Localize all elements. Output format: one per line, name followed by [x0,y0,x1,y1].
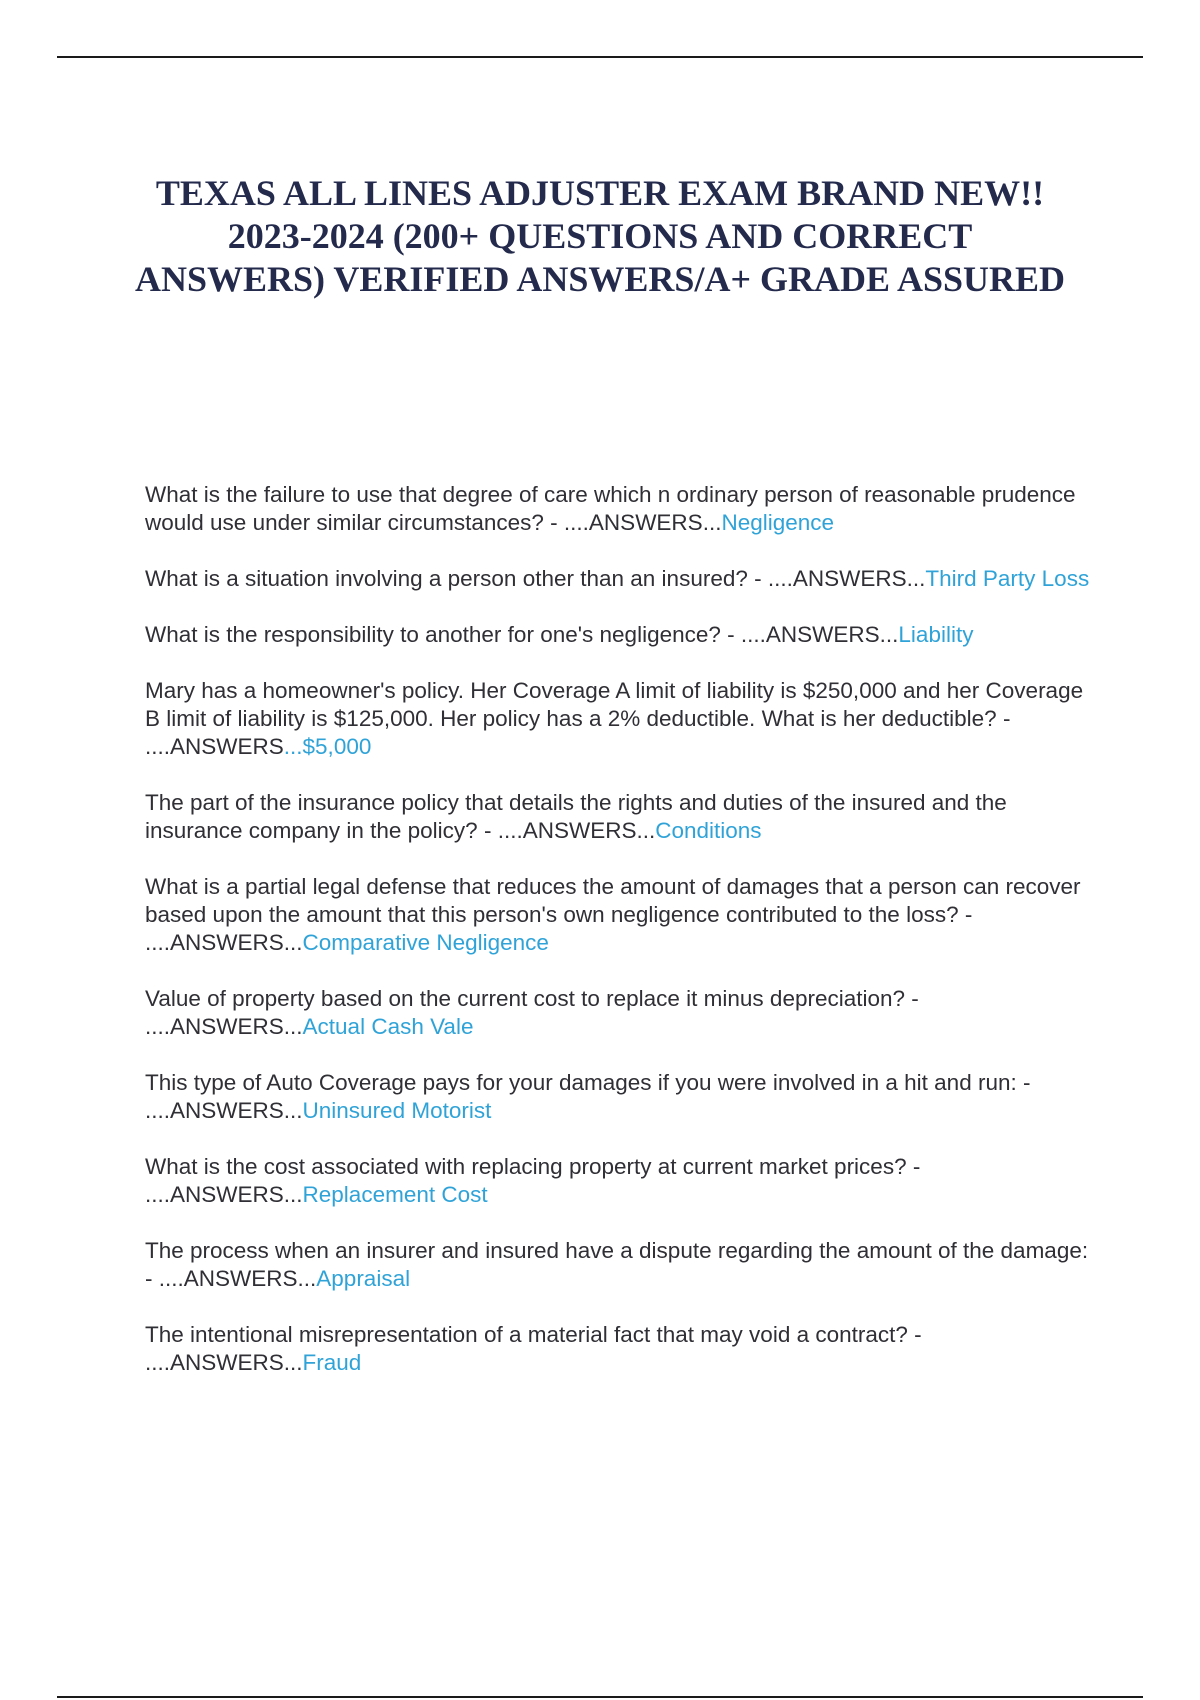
qa-item [145,1321,1095,1377]
top-divider [57,56,1143,58]
answer-text: Third Party Loss [925,566,1090,591]
question-text: What is the responsibility to another for one's negligence? - [145,622,741,647]
answer-text: Replacement Cost [302,1182,488,1207]
qa-item [145,677,1095,761]
answer-marker: ....ANSWERS... [497,818,656,843]
answer-marker: ....ANSWERS [145,734,284,759]
answer-marker: ....ANSWERS... [145,1098,303,1123]
question-text: The intentional misrepresentation of a material fact that may void a contract? - [145,1322,922,1347]
answer-text: Appraisal [316,1266,411,1291]
qa-item [145,873,1095,957]
answer-marker: ....ANSWERS... [740,622,899,647]
answer-marker: ....ANSWERS... [158,1266,317,1291]
bottom-divider [57,1696,1143,1698]
answer-text: ...$5,000 [283,734,372,759]
question-text: What is a partial legal defense that reduces the amount of damages that a person can recover based upon the amount that this person's own negligence contributed to the loss? - [145,874,1081,927]
qa-item [145,985,1095,1041]
answer-text: Conditions [655,818,762,843]
answer-text: Liability [898,622,974,647]
answer-text: Negligence [721,510,835,535]
answer-marker: ....ANSWERS... [767,566,926,591]
question-text: What is the cost associated with replacing property at current market prices? - [145,1154,921,1179]
qa-list [145,481,1095,1405]
qa-item [145,1069,1095,1125]
answer-text: Uninsured Motorist [302,1098,492,1123]
qa-item [145,1153,1095,1209]
qa-item [145,1237,1095,1293]
answer-marker: ....ANSWERS... [145,1182,303,1207]
answer-marker: ....ANSWERS... [145,1350,303,1375]
qa-item [145,789,1095,845]
question-text: The process when an insurer and insured have a dispute regarding the amount of the damage: - [145,1238,1089,1291]
answer-marker: ....ANSWERS... [145,1014,303,1039]
qa-item [145,481,1095,537]
answer-marker: ....ANSWERS... [563,510,722,535]
answer-text: Fraud [302,1350,362,1375]
question-text: Value of property based on the current cost to replace it minus depreciation? - [145,986,919,1011]
answer-text: Actual Cash Vale [302,1014,474,1039]
question-text: This type of Auto Coverage pays for your damages if you were involved in a hit and run: - [145,1070,1031,1095]
question-text: Mary has a homeowner's policy. Her Coverage A limit of liability is $250,000 and her Coverage B limit of liability is $125,000. Her policy has a 2% deductible. What is her deductible? - [145,678,1084,731]
question-text: What is the failure to use that degree of care which n ordinary person of reasonable prudence would use under similar circumstances? - [145,482,1076,535]
answer-marker: ....ANSWERS... [145,930,303,955]
qa-item [145,565,1095,593]
question-text: What is a situation involving a person other than an insured? - [145,566,768,591]
document-title: TEXAS ALL LINES ADJUSTER EXAM BRAND NEW!! 2023-2024 (200+ QUESTIONS AND CORRECT ANSWERS) VERIFIED ANSWERS/A+ GRADE ASSURED [134,173,1066,299]
question-text: The part of the insurance policy that details the rights and duties of the insured and the insurance company in the policy? - [145,790,1007,843]
answer-text: Comparative Negligence [302,930,549,955]
qa-item [145,621,1095,649]
